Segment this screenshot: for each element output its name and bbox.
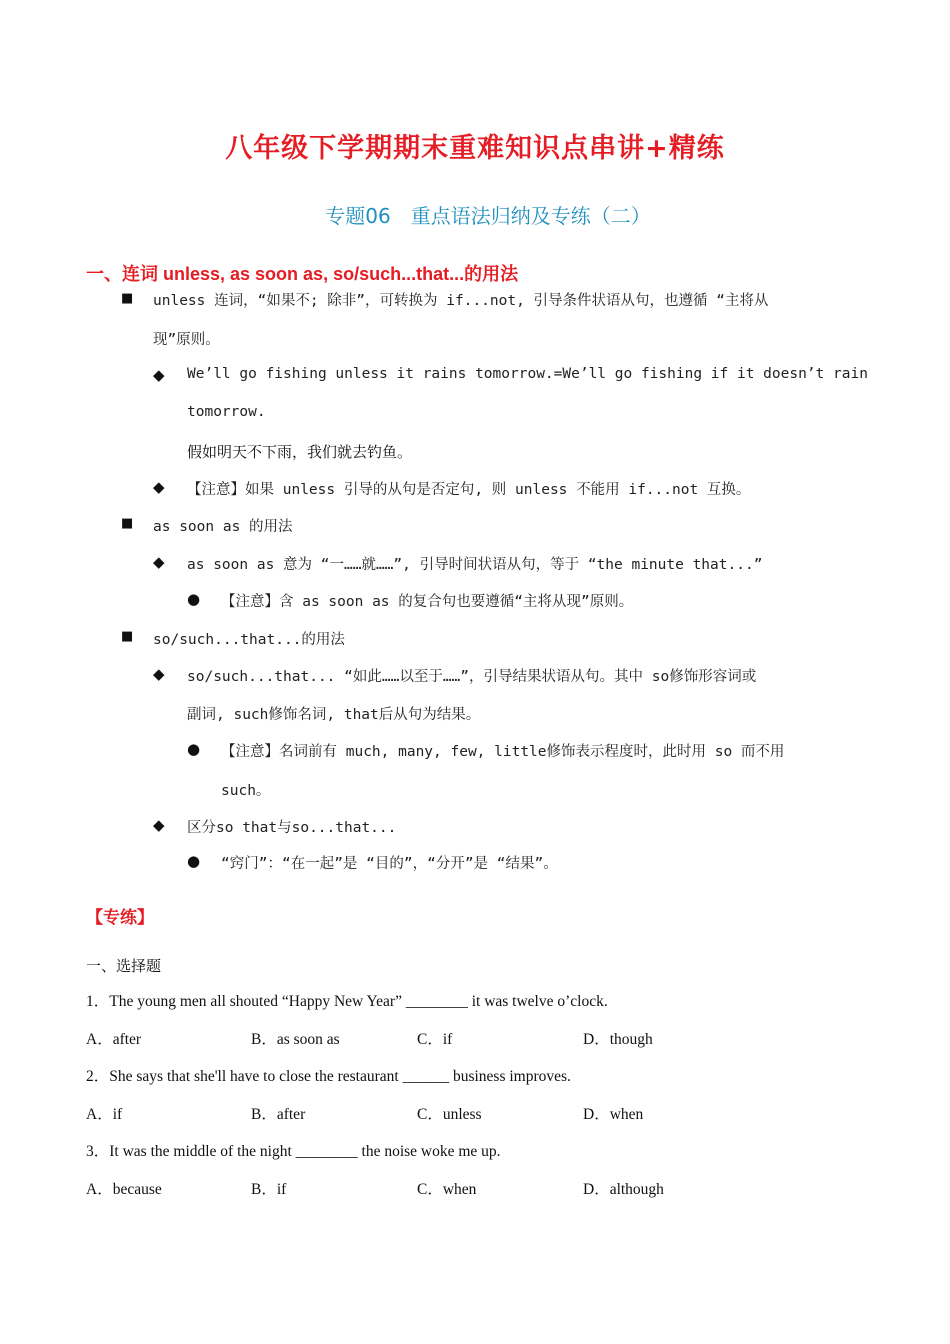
question-3-option-d: D．although — [583, 1181, 664, 1198]
question-2-option-b: B．after — [251, 1106, 306, 1123]
document-subtitle: 专题06 重点语法归纳及专练（二） — [325, 204, 651, 228]
section-heading: 一、连词 unless, as soon as, so/such...that...的用法 — [86, 264, 519, 284]
document-title: 八年级下学期期末重难知识点串讲+精练 — [225, 133, 725, 164]
diamond-bullet-icon: ◆ — [153, 478, 165, 496]
diamond-bullet-icon: ◆ — [153, 553, 165, 571]
question-1-option-c: C．if — [417, 1031, 453, 1048]
question-3-option-b: B．if — [251, 1181, 287, 1198]
so-such-note-line1: 【注意】名词前有 much, many, few, little修饰表示程度时，此时用 so 而不用 — [221, 744, 785, 760]
question-1-option-a: A．after — [86, 1031, 142, 1048]
diamond-bullet-icon: ◆ — [153, 665, 165, 683]
dot-bullet-icon: ● — [187, 590, 201, 608]
so-such-heading: so/such...that...的用法 — [153, 632, 345, 648]
question-1-option-d: D．though — [583, 1031, 653, 1048]
square-bullet-icon: ■ — [121, 516, 134, 531]
question-2-option-c: C．unless — [417, 1106, 482, 1123]
so-that-diff-heading: 区分so that与so...that... — [187, 820, 397, 836]
example-line2: tomorrow. — [187, 404, 266, 420]
question-1-stem: 1．The young men all shouted “Happy New Year” ________ it was twelve o’clock. — [86, 993, 608, 1010]
so-that-tip: “窍门”：“在一起”是 “目的”，“分开”是 “结果”。 — [221, 856, 558, 872]
so-such-text-line2: 副词, such修饰名词, that后从句为结果。 — [187, 707, 481, 723]
question-2-option-a: A．if — [86, 1106, 123, 1123]
example-line1: We’ll go fishing unless it rains tomorrow.=We’ll go fishing if it doesn’t rain — [187, 366, 868, 382]
practice-heading: 【专练】 — [86, 908, 154, 928]
square-bullet-icon: ■ — [121, 291, 134, 306]
so-such-note-line2: such。 — [221, 783, 271, 799]
practice-part-title: 一、选择题 — [86, 957, 162, 975]
dot-bullet-icon: ● — [187, 740, 201, 758]
unless-text-line2: 现”原则。 — [153, 332, 220, 348]
question-2-stem: 2．She says that she'll have to close the restaurant ______ business improves. — [86, 1068, 571, 1085]
square-bullet-icon: ■ — [121, 629, 134, 644]
question-2-option-d: D．when — [583, 1106, 644, 1123]
question-3-option-a: A．because — [86, 1181, 162, 1198]
unless-text-line1: unless 连词，“如果不; 除非”，可转换为 if...not, 引导条件状语从句，也遵循 “主将从 — [153, 293, 769, 309]
diamond-bullet-icon: ◆ — [153, 816, 165, 834]
dot-bullet-icon: ● — [187, 852, 201, 870]
as-soon-as-heading: as soon as 的用法 — [153, 519, 293, 535]
question-3-option-c: C．when — [417, 1181, 477, 1198]
unless-note: 【注意】如果 unless 引导的从句是否定句, 则 unless 不能用 if...not 互换。 — [187, 482, 751, 498]
diamond-bullet-icon: ◆ — [153, 366, 165, 384]
example-translation: 假如明天不下雨，我们就去钓鱼。 — [187, 443, 413, 461]
as-soon-as-note: 【注意】含 as soon as 的复合句也要遵循“主将从现”原则。 — [221, 594, 634, 610]
question-1-option-b: B．as soon as — [251, 1031, 340, 1048]
question-3-stem: 3．It was the middle of the night ________ the noise woke me up. — [86, 1143, 501, 1160]
as-soon-as-text: as soon as 意为 “一……就……”, 引导时间状语从句，等于 “the minute that...” — [187, 557, 763, 573]
so-such-text-line1: so/such...that... “如此……以至于……”，引导结果状语从句。其中 so修饰形容词或 — [187, 669, 757, 685]
